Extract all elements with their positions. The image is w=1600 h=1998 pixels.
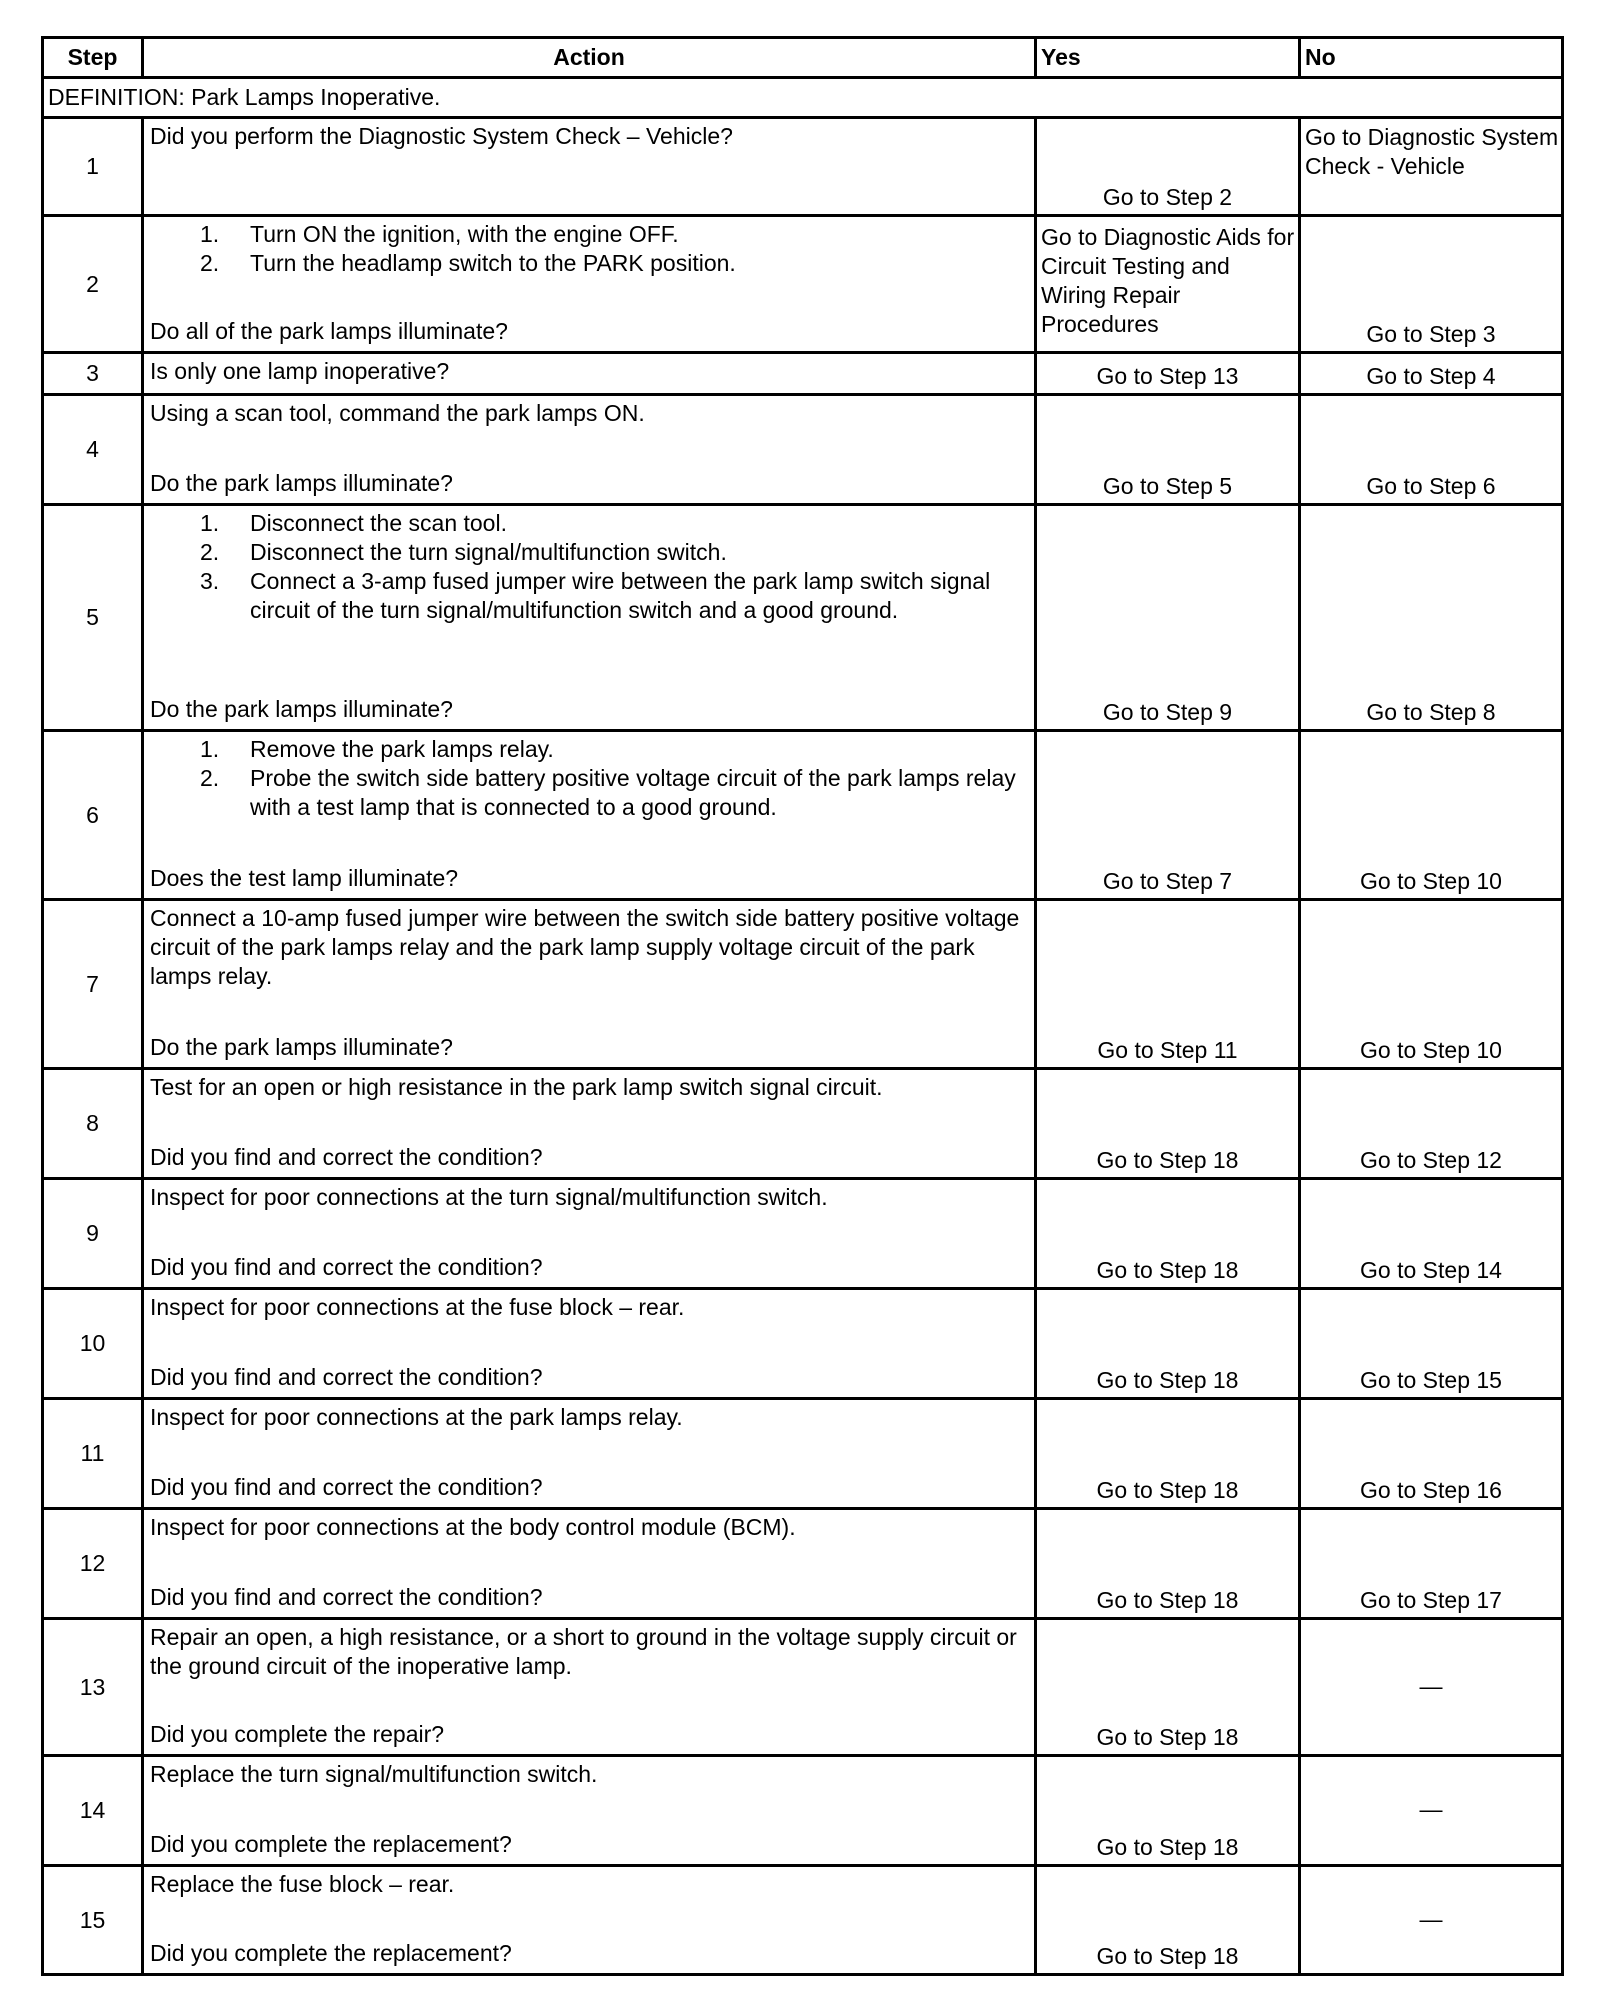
yes-result: Go to Step 5	[1036, 395, 1300, 505]
list-item: 2. Disconnect the turn signal/multifunction switch.	[200, 539, 727, 565]
action-instruction: Repair an open, a high resistance, or a short to ground in the voltage supply circuit or the ground circuit of the inoperative lamp.	[150, 1624, 1017, 1679]
table-row	[43, 505, 1563, 731]
action-instruction: Replace the fuse block – rear.	[150, 1871, 455, 1897]
list-item-text: Turn the headlamp switch to the PARK position.	[250, 250, 736, 276]
step-number: 6	[43, 731, 143, 900]
step-number: 8	[43, 1069, 143, 1179]
yes-result: Go to Step 18	[1036, 1619, 1300, 1756]
table-row	[43, 1866, 1563, 1975]
action-cell	[143, 505, 1036, 731]
action-question: Do the park lamps illuminate?	[150, 1034, 453, 1060]
list-item-text: Turn ON the ignition, with the engine OFF.	[250, 221, 679, 247]
header-step: Step	[43, 38, 143, 78]
list-item-text: Disconnect the scan tool.	[250, 510, 507, 536]
table-row	[43, 118, 1563, 216]
action-steps-list	[150, 735, 1028, 822]
no-result: Go to Step 6	[1300, 395, 1563, 505]
no-result: —	[1300, 1756, 1563, 1866]
action-instruction: Inspect for poor connections at the park lamps relay.	[150, 1404, 683, 1430]
header-no: No	[1300, 38, 1563, 78]
list-item: 1. Disconnect the scan tool.	[200, 510, 507, 536]
action-question: Did you complete the repair?	[150, 1721, 445, 1747]
yes-result: Go to Step 18	[1036, 1866, 1300, 1975]
action-question: Do the park lamps illuminate?	[150, 696, 453, 722]
action-cell	[143, 1509, 1036, 1619]
list-item-text: Disconnect the turn signal/multifunction switch.	[250, 539, 727, 565]
table-row	[43, 1399, 1563, 1509]
table-row	[43, 1179, 1563, 1289]
no-result: Go to Step 10	[1300, 731, 1563, 900]
step-number: 5	[43, 505, 143, 731]
yes-result: Go to Diagnostic Aids for Circuit Testing and Wiring Repair Procedures	[1036, 216, 1300, 353]
yes-result: Go to Step 18	[1036, 1509, 1300, 1619]
action-instruction: Test for an open or high resistance in the park lamp switch signal circuit.	[150, 1074, 883, 1100]
step-number: 12	[43, 1509, 143, 1619]
yes-result: Go to Step 18	[1036, 1069, 1300, 1179]
action-question: Did you complete the replacement?	[150, 1940, 512, 1966]
yes-result: Go to Step 9	[1036, 505, 1300, 731]
action-cell	[143, 1866, 1036, 1975]
action-instruction: Using a scan tool, command the park lamps ON.	[150, 400, 645, 426]
action-question: Did you find and correct the condition?	[150, 1144, 543, 1170]
header-row	[43, 38, 1563, 78]
no-result: Go to Step 15	[1300, 1289, 1563, 1399]
action-instruction: Connect a 10-amp fused jumper wire between the switch side battery positive voltage circuit of the park lamps relay and the park lamp supply voltage circuit of the park lamps relay.	[150, 905, 1020, 989]
table-row	[43, 1509, 1563, 1619]
no-result: Go to Step 14	[1300, 1179, 1563, 1289]
step-number: 4	[43, 395, 143, 505]
action-cell	[143, 1289, 1036, 1399]
no-result: Go to Step 4	[1300, 353, 1563, 395]
step-number: 3	[43, 353, 143, 395]
action-cell	[143, 1756, 1036, 1866]
table-row	[43, 1069, 1563, 1179]
list-item-text: Probe the switch side battery positive voltage circuit of the park lamps relay with a test lamp that is connected to a good ground.	[250, 765, 1016, 820]
action-instruction: Inspect for poor connections at the body control module (BCM).	[150, 1514, 796, 1540]
action-cell	[143, 1179, 1036, 1289]
action-question: Do the park lamps illuminate?	[150, 470, 453, 496]
action-question: Did you find and correct the condition?	[150, 1254, 543, 1280]
list-item: 2. Probe the switch side battery positive voltage circuit of the park lamps relay with a test lamp that is connected to a good ground.	[200, 765, 1016, 820]
list-item-text: Remove the park lamps relay.	[250, 736, 554, 762]
yes-result: Go to Step 7	[1036, 731, 1300, 900]
step-number: 2	[43, 216, 143, 353]
action-question: Did you find and correct the condition?	[150, 1474, 543, 1500]
action-question: Did you find and correct the condition?	[150, 1584, 543, 1610]
table-row	[43, 395, 1563, 505]
action-cell	[143, 1619, 1036, 1756]
action-cell	[143, 395, 1036, 505]
action-question: Did you find and correct the condition?	[150, 1364, 543, 1390]
definition-text: DEFINITION: Park Lamps Inoperative.	[43, 78, 1563, 118]
step-number: 1	[43, 118, 143, 216]
step-number: 7	[43, 900, 143, 1069]
yes-result: Go to Step 18	[1036, 1399, 1300, 1509]
yes-result: Go to Step 18	[1036, 1179, 1300, 1289]
action-cell	[143, 118, 1036, 216]
yes-result: Go to Step 13	[1036, 353, 1300, 395]
header-action: Action	[143, 38, 1036, 78]
action-instruction: Is only one lamp inoperative?	[150, 358, 450, 384]
yes-result: Go to Step 18	[1036, 1289, 1300, 1399]
no-result: Go to Step 10	[1300, 900, 1563, 1069]
no-result: Go to Diagnostic System Check - Vehicle	[1300, 118, 1563, 216]
action-question: Did you complete the replacement?	[150, 1831, 512, 1857]
action-steps-list	[150, 220, 1028, 278]
list-item: 1. Remove the park lamps relay.	[200, 736, 554, 762]
action-steps-list	[150, 509, 1028, 625]
no-result: —	[1300, 1619, 1563, 1756]
action-instruction: Replace the turn signal/multifunction switch.	[150, 1761, 598, 1787]
table-row	[43, 1756, 1563, 1866]
step-number: 14	[43, 1756, 143, 1866]
yes-result: Go to Step 2	[1036, 118, 1300, 216]
step-number: 10	[43, 1289, 143, 1399]
no-result: Go to Step 3	[1300, 216, 1563, 353]
action-instruction: Inspect for poor connections at the turn signal/multifunction switch.	[150, 1184, 828, 1210]
action-question: Do all of the park lamps illuminate?	[150, 318, 508, 344]
list-item-text: Connect a 3-amp fused jumper wire between the park lamp switch signal circuit of the turn signal/multifunction switch and a good ground.	[250, 568, 991, 623]
table-row	[43, 731, 1563, 900]
table-row	[43, 353, 1563, 395]
step-number: 15	[43, 1866, 143, 1975]
header-yes: Yes	[1036, 38, 1300, 78]
action-cell	[143, 731, 1036, 900]
diagnostic-table	[41, 36, 1564, 1976]
no-result: Go to Step 12	[1300, 1069, 1563, 1179]
action-cell	[143, 216, 1036, 353]
yes-result: Go to Step 11	[1036, 900, 1300, 1069]
yes-result: Go to Step 18	[1036, 1756, 1300, 1866]
no-result: Go to Step 16	[1300, 1399, 1563, 1509]
list-item: 2. Turn the headlamp switch to the PARK position.	[200, 250, 736, 276]
action-instruction: Inspect for poor connections at the fuse block – rear.	[150, 1294, 685, 1320]
step-number: 11	[43, 1399, 143, 1509]
step-number: 9	[43, 1179, 143, 1289]
no-result: —	[1300, 1866, 1563, 1975]
action-cell	[143, 1399, 1036, 1509]
action-cell	[143, 900, 1036, 1069]
list-item: 1. Turn ON the ignition, with the engine OFF.	[200, 221, 679, 247]
step-number: 13	[43, 1619, 143, 1756]
table-row	[43, 1619, 1563, 1756]
table-row	[43, 900, 1563, 1069]
list-item: 3. Connect a 3-amp fused jumper wire between the park lamp switch signal circuit of the turn signal/multifunction switch and a good ground.	[200, 568, 991, 623]
table-row	[43, 216, 1563, 353]
action-instruction: Did you perform the Diagnostic System Check – Vehicle?	[150, 123, 733, 149]
action-question: Does the test lamp illuminate?	[150, 865, 459, 891]
definition-row	[43, 78, 1563, 118]
action-cell	[143, 353, 1036, 395]
action-cell	[143, 1069, 1036, 1179]
no-result: Go to Step 8	[1300, 505, 1563, 731]
no-result: Go to Step 17	[1300, 1509, 1563, 1619]
table-row	[43, 1289, 1563, 1399]
